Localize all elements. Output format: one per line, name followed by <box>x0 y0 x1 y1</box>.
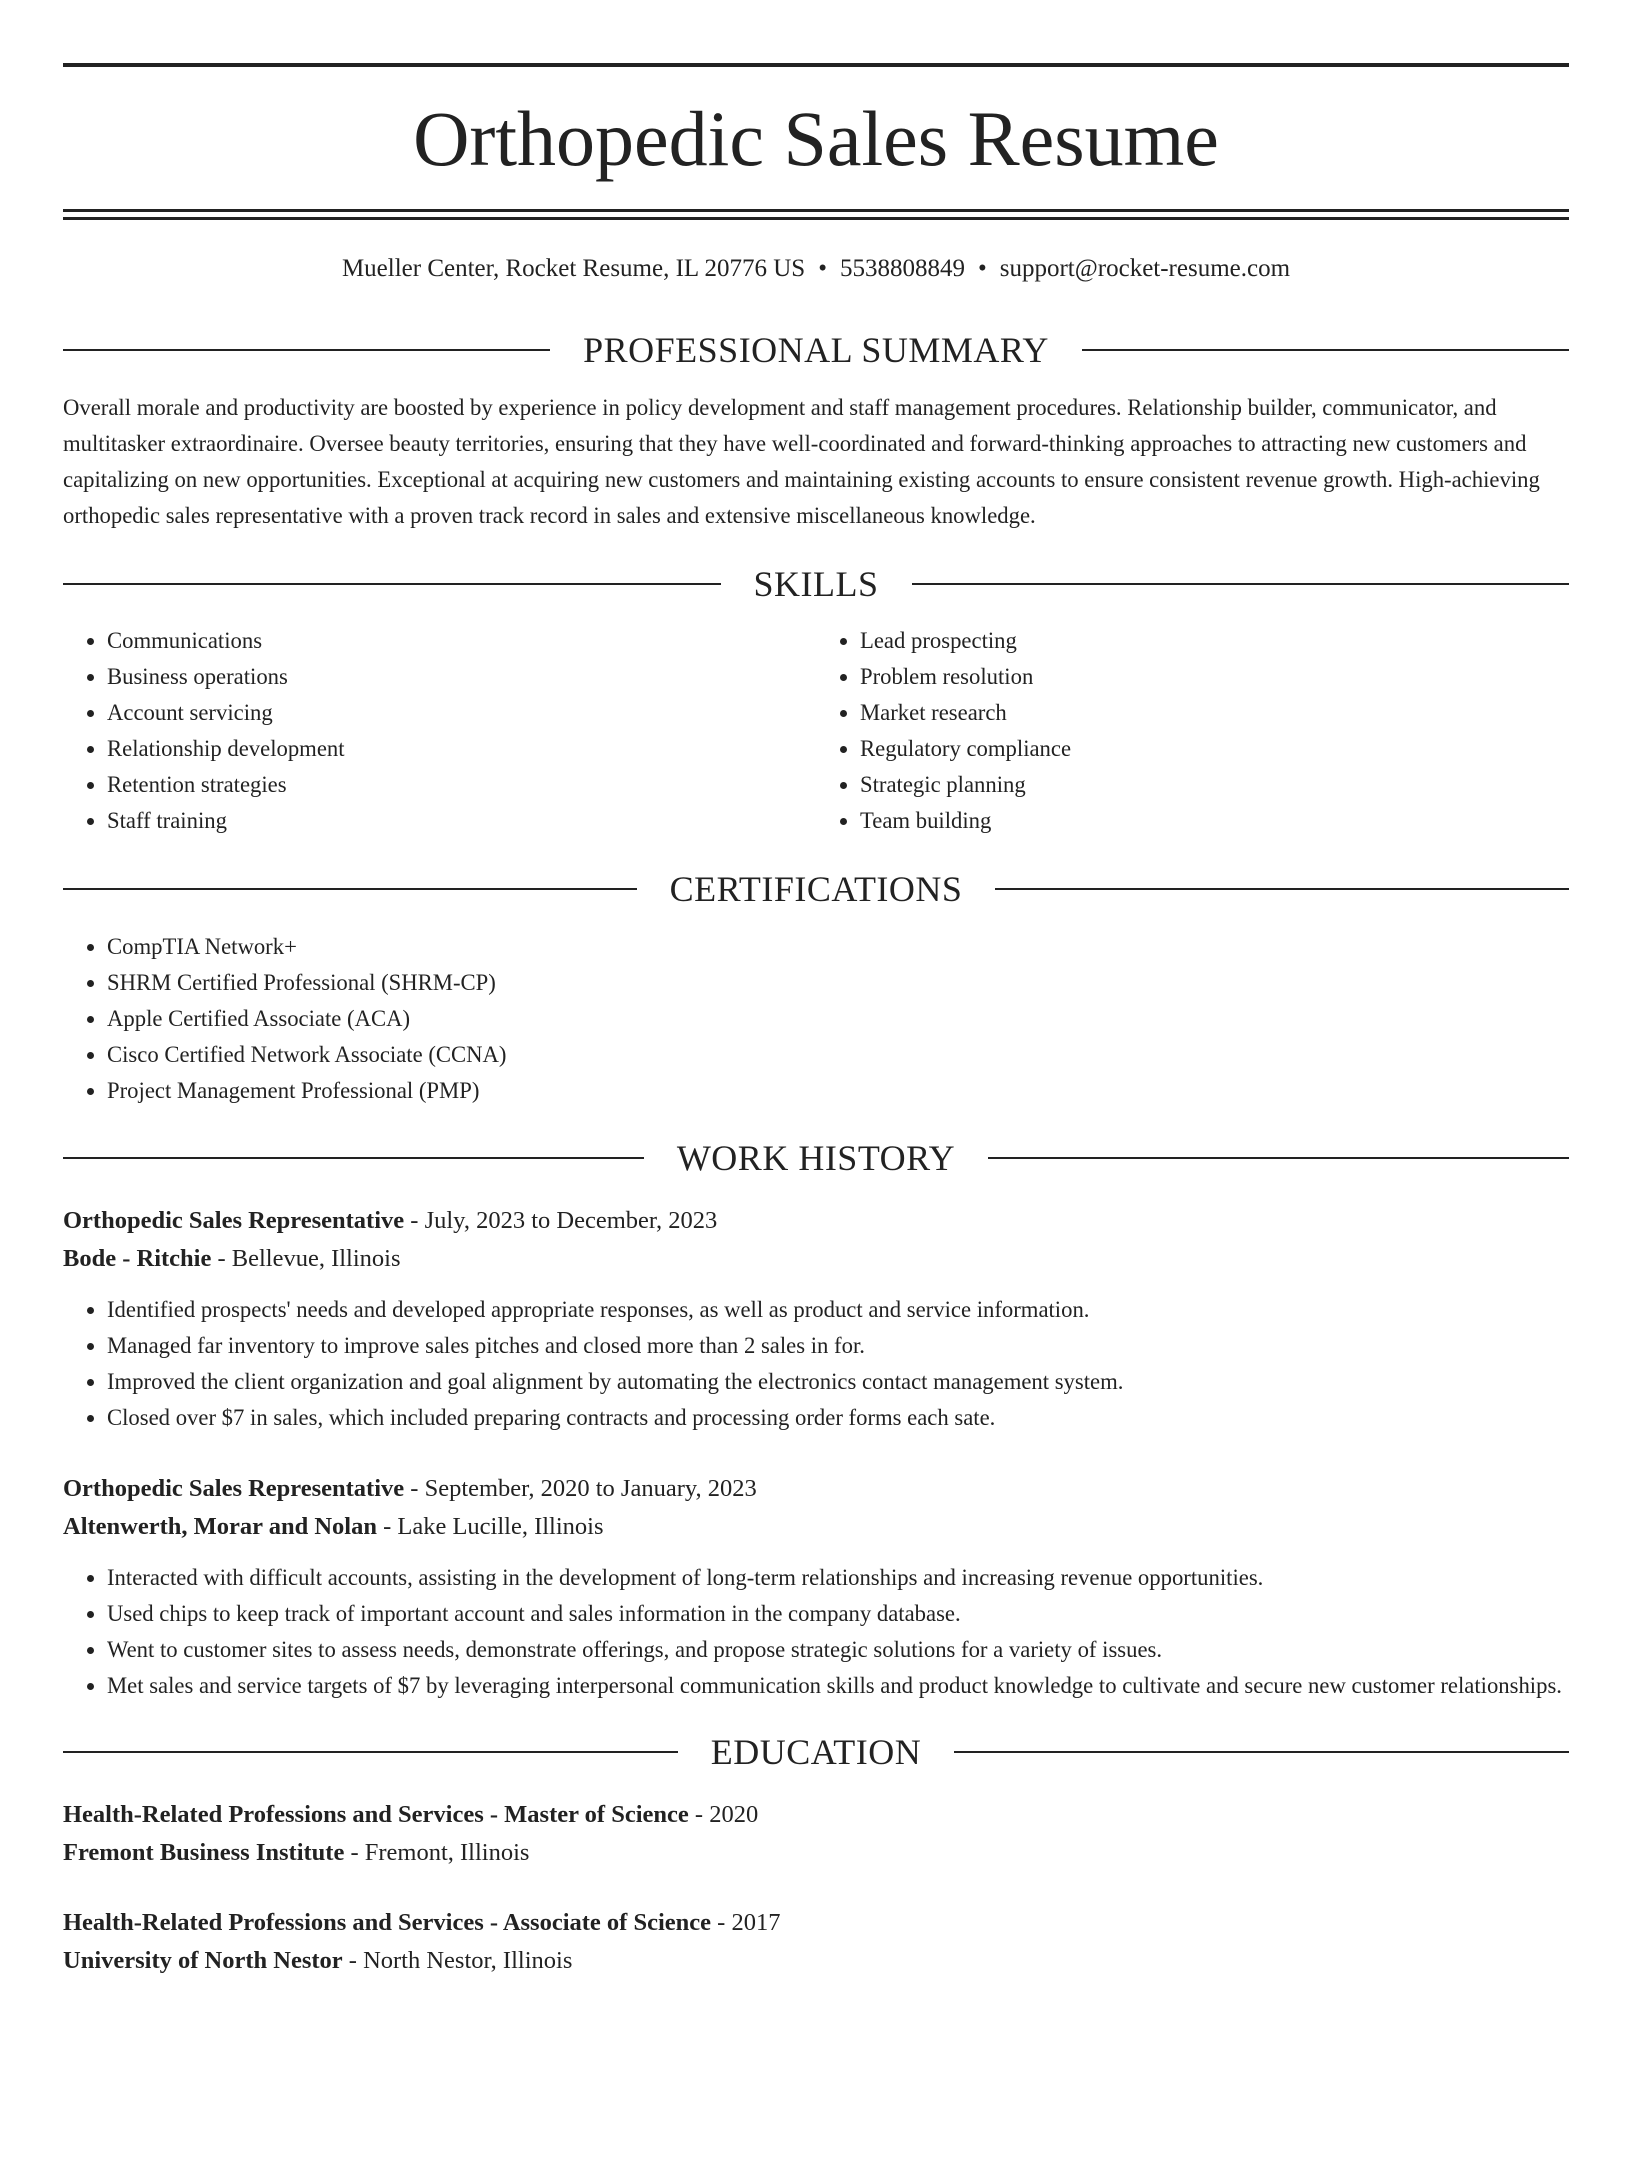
skill-item: • Business operations <box>107 659 816 695</box>
section-heading-education <box>63 1732 1569 1772</box>
section-heading-label: WORK HISTORY <box>676 1138 956 1178</box>
skill-item: • Market research <box>860 695 1569 731</box>
certification-item: • Apple Certified Associate (ACA) <box>107 1001 1569 1037</box>
heading-rule-left <box>63 1751 678 1753</box>
job-title: Orthopedic Sales Representative <box>63 1475 405 1502</box>
job-company-line <box>63 1508 1569 1546</box>
skill-item: • Retention strategies <box>107 767 816 803</box>
skill-item: • Relationship development <box>107 731 816 767</box>
education-school: University of North Nestor <box>63 1947 343 1974</box>
education-school-line <box>63 1834 1569 1872</box>
education-degree-line <box>63 1796 1569 1834</box>
job-location: - Lake Lucille, Illinois <box>376 1513 604 1540</box>
job-bullet: • Managed far inventory to improve sales pitches and closed more than 2 sales in for. <box>107 1328 1569 1364</box>
education-location: - North Nestor, Illinois <box>342 1947 573 1974</box>
skill-item: • Account servicing <box>107 695 816 731</box>
contact-separator: • <box>818 255 827 282</box>
certification-item: • CompTIA Network+ <box>107 929 1569 965</box>
education-year: - 2017 <box>711 1909 781 1936</box>
heading-rule-left <box>63 888 637 890</box>
job-title-line <box>63 1202 1569 1240</box>
skill-item: • Regulatory compliance <box>860 731 1569 767</box>
certification-item: • Project Management Professional (PMP) <box>107 1073 1569 1109</box>
top-rule <box>63 63 1569 67</box>
contact-address: Mueller Center, Rocket Resume, IL 20776 US <box>341 255 806 282</box>
section-heading-label: CERTIFICATIONS <box>669 869 963 909</box>
section-heading-work-history <box>63 1138 1569 1178</box>
skills-grid <box>63 623 1569 839</box>
heading-rule-right <box>912 583 1570 585</box>
job-bullet: • Closed over $7 in sales, which included preparing contracts and processing order forms each sate. <box>107 1400 1569 1436</box>
job-bullet: • Went to customer sites to assess needs, demonstrate offerings, and propose strategic solutions for a variety of issues. <box>107 1632 1569 1668</box>
heading-rule-right <box>1082 349 1569 351</box>
skill-item: • Strategic planning <box>860 767 1569 803</box>
heading-rule-right <box>988 1157 1569 1159</box>
education-location: - Fremont, Illinois <box>344 1839 530 1866</box>
education-degree: Health-Related Professions and Services - Associate of Science <box>63 1909 712 1936</box>
heading-rule-left <box>63 349 550 351</box>
education-degree: Health-Related Professions and Services - Master of Science <box>63 1801 689 1828</box>
job-bullets <box>63 1292 1569 1436</box>
skills-list-left <box>63 623 816 839</box>
section-heading-label: PROFESSIONAL SUMMARY <box>583 330 1049 370</box>
skill-item: • Lead prospecting <box>860 623 1569 659</box>
heading-rule-right <box>995 888 1569 890</box>
summary-paragraph: Overall morale and productivity are boosted by experience in policy development and staff management procedures. Relationship builder, communicator, and multitasker extraordinaire. Oversee beauty territories, ensuring that they have well-coordinated and forward-thinking approaches to attracting new customers and capitalizing on new opportunities. Exceptional at acquiring new customers and maintaining existing accounts to ensure consistent revenue growth. High-achieving orthopedic sales representative with a proven track record in sales and extensive miscellaneous knowledge. <box>63 395 1540 528</box>
job-bullet: • Identified prospects' needs and developed appropriate responses, as well as product and service information. <box>107 1292 1569 1328</box>
job-entry <box>63 1470 1569 1704</box>
section-heading-summary <box>63 330 1569 370</box>
section-heading-certifications <box>63 869 1569 909</box>
education-entry <box>63 1796 1569 1872</box>
contact-line <box>63 254 1569 284</box>
heading-rule-left <box>63 583 721 585</box>
title-double-rule <box>63 209 1569 220</box>
skill-item: • Problem resolution <box>860 659 1569 695</box>
job-company-line <box>63 1240 1569 1278</box>
job-location: - Bellevue, Illinois <box>211 1245 401 1272</box>
education-entry <box>63 1904 1569 1980</box>
section-heading-skills <box>63 564 1569 604</box>
education-school-line <box>63 1942 1569 1980</box>
contact-phone: 5538808849 <box>839 255 965 282</box>
heading-rule-right <box>954 1751 1569 1753</box>
education-year: - 2020 <box>688 1801 759 1828</box>
heading-rule-left <box>63 1157 644 1159</box>
job-company: Bode - Ritchie <box>63 1245 212 1272</box>
certification-item: • Cisco Certified Network Associate (CCNA) <box>107 1037 1569 1073</box>
certifications-list <box>63 929 1569 1109</box>
section-heading-label: SKILLS <box>753 564 879 604</box>
job-bullet: • Improved the client organization and goal alignment by automating the electronics contact management system. <box>107 1364 1569 1400</box>
contact-email: support@rocket-resume.com <box>999 255 1291 282</box>
job-bullet: • Used chips to keep track of important account and sales information in the company database. <box>107 1596 1569 1632</box>
job-title-line <box>63 1470 1569 1508</box>
job-entry <box>63 1202 1569 1436</box>
job-bullet: • Met sales and service targets of $7 by leveraging interpersonal communication skills and product knowledge to cultivate and secure new customer relationships. <box>107 1668 1569 1704</box>
job-bullet: • Interacted with difficult accounts, assisting in the development of long-term relationships and increasing revenue opportunities. <box>107 1560 1569 1596</box>
job-dates: - September, 2020 to January, 2023 <box>404 1475 757 1502</box>
education-degree-line <box>63 1904 1569 1942</box>
page-title: Orthopedic Sales Resume <box>413 95 1219 182</box>
job-dates: - July, 2023 to December, 2023 <box>404 1207 718 1234</box>
certification-item: • SHRM Certified Professional (SHRM-CP) <box>107 965 1569 1001</box>
section-heading-label: EDUCATION <box>710 1732 922 1772</box>
job-company: Altenwerth, Morar and Nolan <box>63 1513 377 1540</box>
resume-page <box>0 63 1632 2175</box>
job-title: Orthopedic Sales Representative <box>63 1207 405 1234</box>
contact-separator: • <box>977 255 987 282</box>
skill-item: • Communications <box>107 623 816 659</box>
education-school: Fremont Business Institute <box>63 1839 345 1866</box>
skill-item: • Staff training <box>107 803 816 839</box>
skills-list-right <box>816 623 1569 839</box>
skill-item: • Team building <box>860 803 1569 839</box>
job-bullets <box>63 1560 1569 1704</box>
